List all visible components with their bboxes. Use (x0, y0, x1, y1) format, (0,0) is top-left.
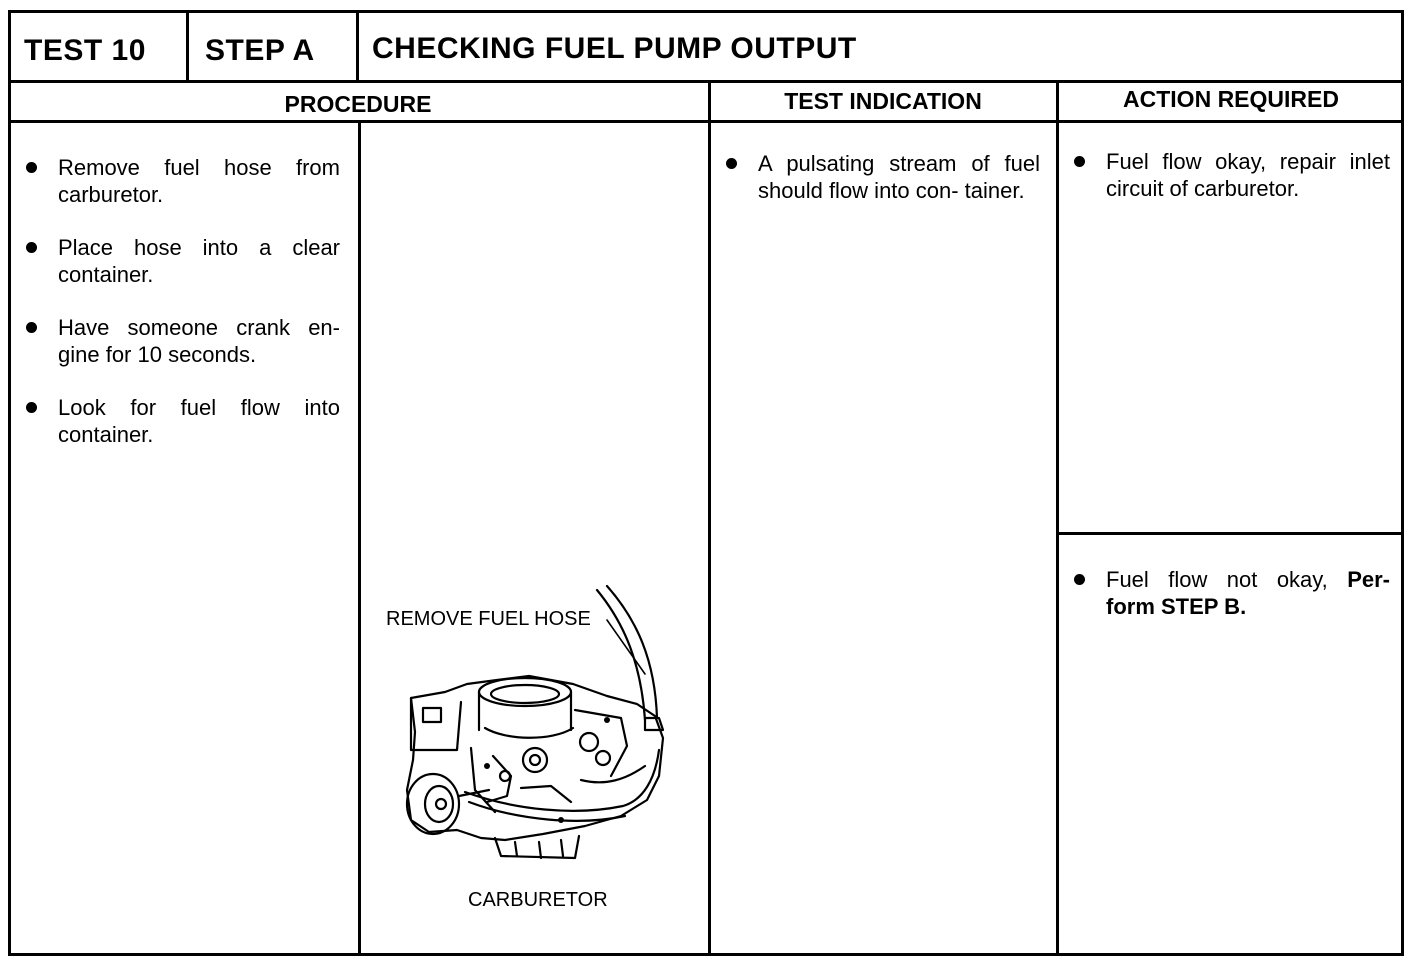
column-header-bottom-rule (8, 120, 1404, 123)
procedure-step: Look for fuel flow into container. (22, 394, 340, 448)
procedure-list (22, 154, 340, 474)
procedure-step: Have someone crank en- gine for 10 seconds. (22, 314, 340, 368)
header-divider-1 (186, 10, 189, 82)
column-header-test-indication: TEST INDICATION (784, 88, 982, 114)
procedure-step: Place hose into a clear container. (22, 234, 340, 288)
action-not-ok-list (1070, 566, 1390, 646)
action-not-ok-text: Fuel flow not okay, (1106, 567, 1348, 592)
page-title: CHECKING FUEL PUMP OUTPUT (372, 32, 857, 65)
test-number: TEST 10 (24, 34, 146, 67)
perform-step-b-text: Per- form STEP B. (1106, 567, 1390, 619)
procedure-step: Remove fuel hose from carburetor. (22, 154, 340, 208)
column-header-action-required: ACTION REQUIRED (1123, 86, 1339, 112)
carburetor-diagram-icon (375, 580, 675, 860)
action-split-rule (1058, 532, 1404, 535)
test-indication-list (722, 150, 1040, 230)
column-divider-action (1056, 82, 1059, 956)
action-ok-item: Fuel flow okay, repair inlet circuit of carburetor. (1070, 148, 1390, 202)
remove-fuel-hose-callout: REMOVE FUEL HOSE (386, 608, 591, 630)
carburetor-caption: CARBURETOR (468, 889, 608, 911)
column-divider-indication (708, 82, 711, 956)
header-bottom-rule (8, 80, 1404, 83)
column-divider-procedure (358, 122, 361, 956)
header-divider-2 (356, 10, 359, 82)
test-indication-item: A pulsating stream of fuel should flow into con- tainer. (722, 150, 1040, 204)
action-not-ok-item (1070, 566, 1390, 620)
action-ok-list (1070, 148, 1390, 228)
step-label: STEP A (205, 34, 315, 67)
column-header-procedure: PROCEDURE (284, 91, 432, 117)
